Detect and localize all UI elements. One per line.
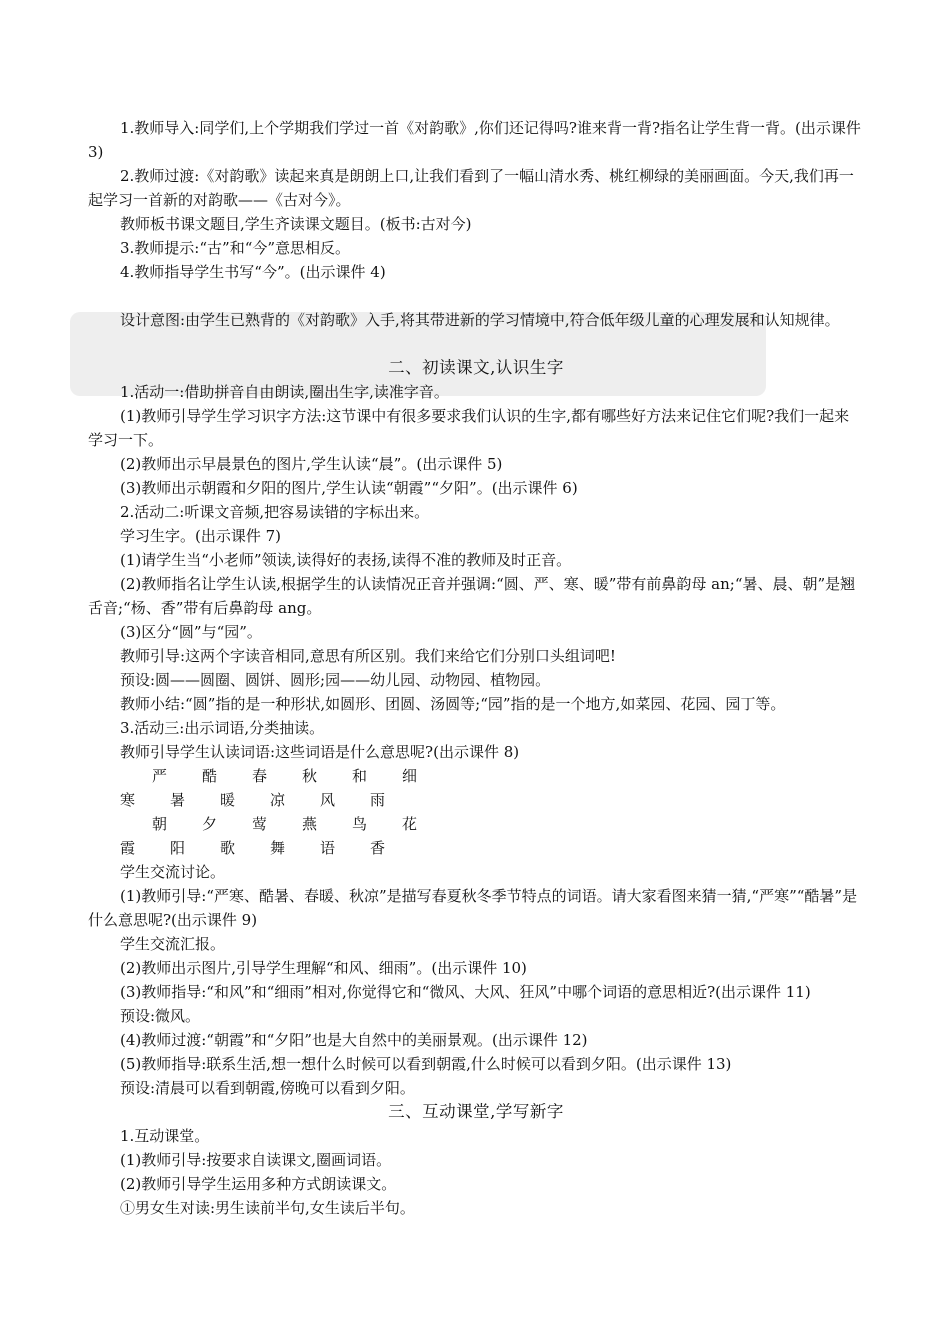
paragraph-transition: 2.教师过渡:《对韵歌》读起来真是朗朗上口,让我们看到了一幅山清水秀、桃红柳绿的美丽画面。今天,我们再一起学习一首新的对韵歌——《古对今》。 [88,167,854,209]
paragraph: (2)教师出示早晨景色的图片,学生认读“晨”。(出示课件 5) [120,455,503,473]
paragraph: (2)教师引导学生运用多种方式朗读课文。 [120,1175,397,1193]
word-item: 严寒 [120,767,168,809]
document-body [88,116,864,1220]
paragraph: 2.活动二:听课文音频,把容易读错的字标出来。 [120,503,430,521]
paragraph: (3)教师指导:“和风”和“细雨”相对,你觉得它和“微风、大风、狂风”中哪个词语的意思相近?(出示课件 11) [120,983,811,1001]
paragraph: (1)请学生当“小老师”领读,读得好的表扬,读得不准的教师及时正音。 [120,551,572,569]
word-item: 朝霞 [120,815,168,857]
paragraph: (3)教师出示朝霞和夕阳的图片,学生认读“朝霞”“夕阳”。(出示课件 6) [120,479,578,497]
paragraph: 3.活动三:出示词语,分类抽读。 [120,719,325,737]
paragraph-intro: 1.教师导入:同学们,上个学期我们学过一首《对韵歌》,你们还记得吗?谁来背一背?指名让学生背一背。(出示课件 3) [88,119,861,161]
paragraph: 学生交流讨论。 [120,863,226,881]
paragraph: 预设:微风。 [120,1007,201,1025]
paragraph: 教师小结:“圆”指的是一种形状,如圆形、团圆、汤圆等;“园”指的是一个地方,如菜园、花园、园丁等。 [120,695,786,713]
word-item: 细雨 [370,767,418,809]
word-item: 花香 [370,815,418,857]
word-item: 和风 [320,767,368,809]
paragraph: 教师引导学生认读词语:这些词语是什么意思呢?(出示课件 8) [120,743,520,761]
paragraph-hint: 3.教师提示:“古”和“今”意思相反。 [120,239,351,257]
word-list-row-2 [88,812,864,860]
paragraph: 1.活动一:借助拼音自由朗读,圈出生字,读准字音。 [120,383,449,401]
paragraph: (2)教师出示图片,引导学生理解“和风、细雨”。(出示课件 10) [120,959,527,977]
word-item: 酷暑 [170,767,218,809]
paragraph-writing: 4.教师指导学生书写“今”。(出示课件 4) [120,263,386,281]
section-heading-3: 三、互动课堂,学写新字 [388,1102,564,1121]
paragraph: (5)教师指导:联系生活,想一想什么时候可以看到朝霞,什么时候可以看到夕阳。(出示课件 13) [120,1055,732,1073]
word-item: 夕阳 [170,815,218,857]
paragraph: 学习生字。(出示课件 7) [120,527,282,545]
paragraph: 教师引导:这两个字读音相同,意思有所区别。我们来给它们分别口头组词吧! [120,647,616,665]
word-list-row-1 [88,764,864,812]
paragraph: (3)区分“圆”与“园”。 [120,623,262,641]
paragraph: (1)教师引导学生学习识字方法:这节课中有很多要求我们认识的生字,都有哪些好方法来记住它们呢?我们一起来学习一下。 [88,407,850,449]
design-intent-text: 设计意图:由学生已熟背的《对韵歌》入手,将其带进新的学习情境中,符合低年级儿童的心理发展和认知规律。 [120,311,840,329]
paragraph: (1)教师引导:按要求自读课文,圈画词语。 [120,1151,392,1169]
word-item: 春暖 [220,767,268,809]
paragraph: (2)教师指名让学生认读,根据学生的认读情况正音并强调:“圆、严、寒、暖”带有前鼻韵母 an;“暑、晨、朝”是翘舌音;“杨、香”带有后鼻韵母 ang。 [88,575,856,617]
paragraph: 1.互动课堂。 [120,1127,210,1145]
paragraph: 学生交流汇报。 [120,935,226,953]
word-item: 秋凉 [270,767,318,809]
paragraph: 预设:圆——圆圈、圆饼、圆形;园——幼儿园、动物园、植物园。 [120,671,551,689]
paragraph: 预设:清晨可以看到朝霞,傍晚可以看到夕阳。 [120,1079,415,1097]
word-item: 莺歌 [220,815,268,857]
word-item: 鸟语 [320,815,368,857]
paragraph: ①男女生对读:男生读前半句,女生读后半句。 [120,1199,415,1217]
paragraph: (4)教师过渡:“朝霞”和“夕阳”也是大自然中的美丽景观。(出示课件 12) [120,1031,588,1049]
paragraph-board: 教师板书课文题目,学生齐读课文题目。(板书:古对今) [120,215,472,233]
word-item: 燕舞 [270,815,318,857]
paragraph: (1)教师引导:“严寒、酷暑、春暖、秋凉”是描写春夏秋冬季节特点的词语。请大家看图来猜一猜,“严寒”“酷暑”是什么意思呢?(出示课件 9) [88,887,858,929]
section-heading-2: 二、初读课文,认识生字 [388,358,564,377]
